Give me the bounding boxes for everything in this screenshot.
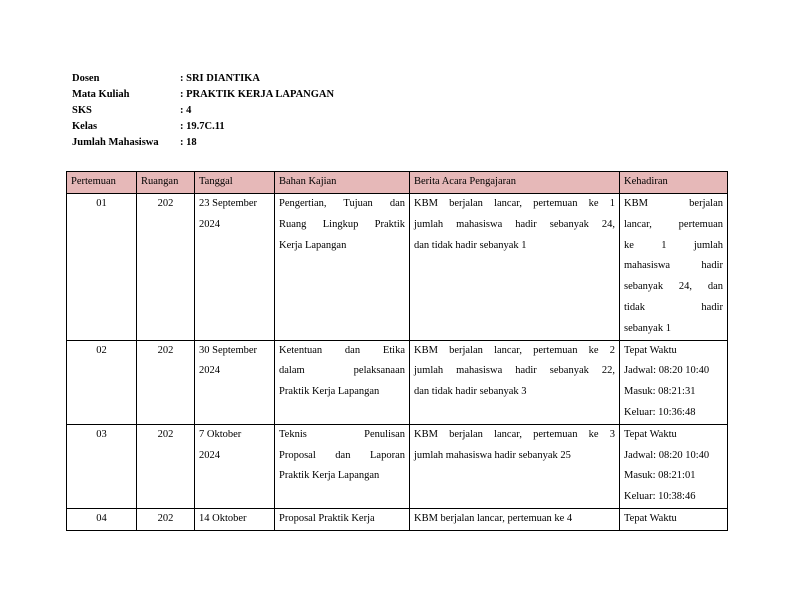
cell-bahan-kajian-line: Ketentuan dan Etika: [279, 344, 405, 356]
cell-kehadiran-line: mahasiswa hadir: [624, 260, 723, 272]
info-row: [72, 135, 334, 151]
cell-pertemuan: 04: [67, 508, 137, 530]
cell-bahan-kajian: [275, 194, 410, 341]
info-row: [72, 87, 334, 103]
cell-berita-acara-line: KBM berjalan lancar, pertemuan ke 4: [414, 512, 573, 524]
cell-ruangan: 202: [137, 194, 195, 341]
info-label: Jumlah Mahasiswa: [72, 137, 159, 148]
cell-ruangan: 202: [137, 340, 195, 424]
cell-kehadiran: [620, 340, 728, 424]
cell-kehadiran-line: sebanyak 1: [624, 322, 671, 334]
cell-pertemuan: 01: [67, 194, 137, 341]
cell-kehadiran: [620, 424, 728, 508]
cell-berita-acara: [410, 194, 620, 341]
cell-ruangan: 202: [137, 424, 195, 508]
cell-pertemuan: 03: [67, 424, 137, 508]
cell-kehadiran-line: ke 1 jumlah: [624, 239, 723, 251]
cell-kehadiran: [620, 508, 728, 530]
cell-tanggal-line: 14 Oktober: [199, 512, 247, 524]
info-value: : 18: [180, 137, 197, 148]
cell-berita-acara-line: jumlah mahasiswa hadir sebanyak 25: [414, 449, 571, 461]
cell-tanggal: [195, 194, 275, 341]
header-tanggal: Tanggal: [195, 172, 275, 194]
cell-bahan-kajian-line: Proposal Praktik Kerja: [279, 512, 375, 524]
info-value: : PRAKTIK KERJA LAPANGAN: [180, 89, 335, 100]
cell-tanggal-line: 2024: [199, 218, 220, 230]
cell-tanggal-line: 7 Oktober: [199, 428, 242, 440]
cell-bahan-kajian: [275, 424, 410, 508]
header-kehadiran: Kehadiran: [620, 172, 728, 194]
info-value: : 19.7C.11: [180, 121, 225, 132]
cell-tanggal-line: 2024: [199, 365, 220, 377]
cell-kehadiran-line: KBM berjalan: [624, 198, 723, 209]
info-label: Mata Kuliah: [72, 89, 130, 100]
cell-tanggal-line: 23 September: [199, 198, 258, 209]
cell-kehadiran-line: lancar, pertemuan: [624, 218, 723, 230]
cell-tanggal: [195, 424, 275, 508]
course-info: [72, 71, 334, 151]
cell-kehadiran-line: Tepat Waktu: [624, 512, 677, 524]
cell-ruangan: 202: [137, 508, 195, 530]
cell-kehadiran-line: sebanyak 24, dan: [624, 281, 723, 293]
cell-pertemuan: 02: [67, 340, 137, 424]
cell-bahan-kajian-line: Ruang Lingkup Praktik: [279, 218, 405, 230]
cell-tanggal: [195, 340, 275, 424]
header-ruangan: Ruangan: [137, 172, 195, 194]
cell-kehadiran-line: Jadwal: 08:20 10:40: [624, 365, 710, 377]
header-bahan-kajian: Bahan Kajian: [275, 172, 410, 194]
cell-kehadiran-line: Keluar: 10:38:46: [624, 491, 696, 503]
info-value: : 4: [180, 105, 192, 116]
cell-bahan-kajian-line: Kerja Lapangan: [279, 239, 347, 251]
cell-tanggal: [195, 508, 275, 530]
header-berita-acara: Berita Acara Pengajaran: [410, 172, 620, 194]
cell-bahan-kajian-line: Teknis Penulisan: [279, 428, 405, 440]
cell-berita-acara-line: KBM berjalan lancar, pertemuan ke 3: [414, 428, 615, 440]
table-row: [67, 424, 728, 508]
cell-kehadiran-line: Tepat Waktu: [624, 344, 677, 356]
info-row: [72, 71, 334, 87]
cell-bahan-kajian-line: Praktik Kerja Lapangan: [279, 470, 380, 482]
cell-tanggal-line: 30 September: [199, 344, 258, 356]
cell-berita-acara-line: jumlah mahasiswa hadir sebanyak 24,: [414, 218, 615, 230]
cell-berita-acara: [410, 508, 620, 530]
cell-kehadiran-line: tidak hadir: [624, 301, 723, 313]
cell-kehadiran-line: Masuk: 08:21:01: [624, 470, 696, 482]
cell-tanggal-line: 2024: [199, 449, 220, 461]
cell-kehadiran-line: Keluar: 10:36:48: [624, 406, 696, 418]
table-header-row: [67, 172, 728, 194]
table-row: [67, 194, 728, 341]
cell-berita-acara-line: dan tidak hadir sebanyak 3: [414, 386, 527, 398]
table-row: [67, 340, 728, 424]
header-pertemuan: Pertemuan: [67, 172, 137, 194]
cell-bahan-kajian: [275, 340, 410, 424]
cell-bahan-kajian-line: Praktik Kerja Lapangan: [279, 386, 380, 398]
table-row: [67, 508, 728, 530]
info-label: SKS: [72, 105, 92, 116]
cell-berita-acara-line: jumlah mahasiswa hadir sebanyak 22,: [414, 365, 615, 377]
cell-berita-acara-line: KBM berjalan lancar, pertemuan ke 1: [414, 198, 615, 209]
cell-kehadiran-line: Tepat Waktu: [624, 428, 677, 440]
cell-bahan-kajian-line: dalam pelaksanaan: [279, 365, 405, 377]
cell-kehadiran: [620, 194, 728, 341]
cell-bahan-kajian: [275, 508, 410, 530]
cell-berita-acara: [410, 340, 620, 424]
cell-berita-acara-line: KBM berjalan lancar, pertemuan ke 2: [414, 344, 615, 356]
attendance-table: [66, 171, 728, 531]
cell-berita-acara: [410, 424, 620, 508]
cell-bahan-kajian-line: Proposal dan Laporan: [279, 449, 405, 461]
info-label: Kelas: [72, 121, 98, 132]
cell-berita-acara-line: dan tidak hadir sebanyak 1: [414, 239, 527, 251]
info-row: [72, 103, 334, 119]
cell-kehadiran-line: Masuk: 08:21:31: [624, 386, 696, 398]
info-value: : SRI DIANTIKA: [180, 73, 260, 84]
info-row: [72, 119, 334, 135]
cell-bahan-kajian-line: Pengertian, Tujuan dan: [279, 198, 405, 209]
info-label: Dosen: [72, 73, 100, 84]
cell-kehadiran-line: Jadwal: 08:20 10:40: [624, 449, 710, 461]
